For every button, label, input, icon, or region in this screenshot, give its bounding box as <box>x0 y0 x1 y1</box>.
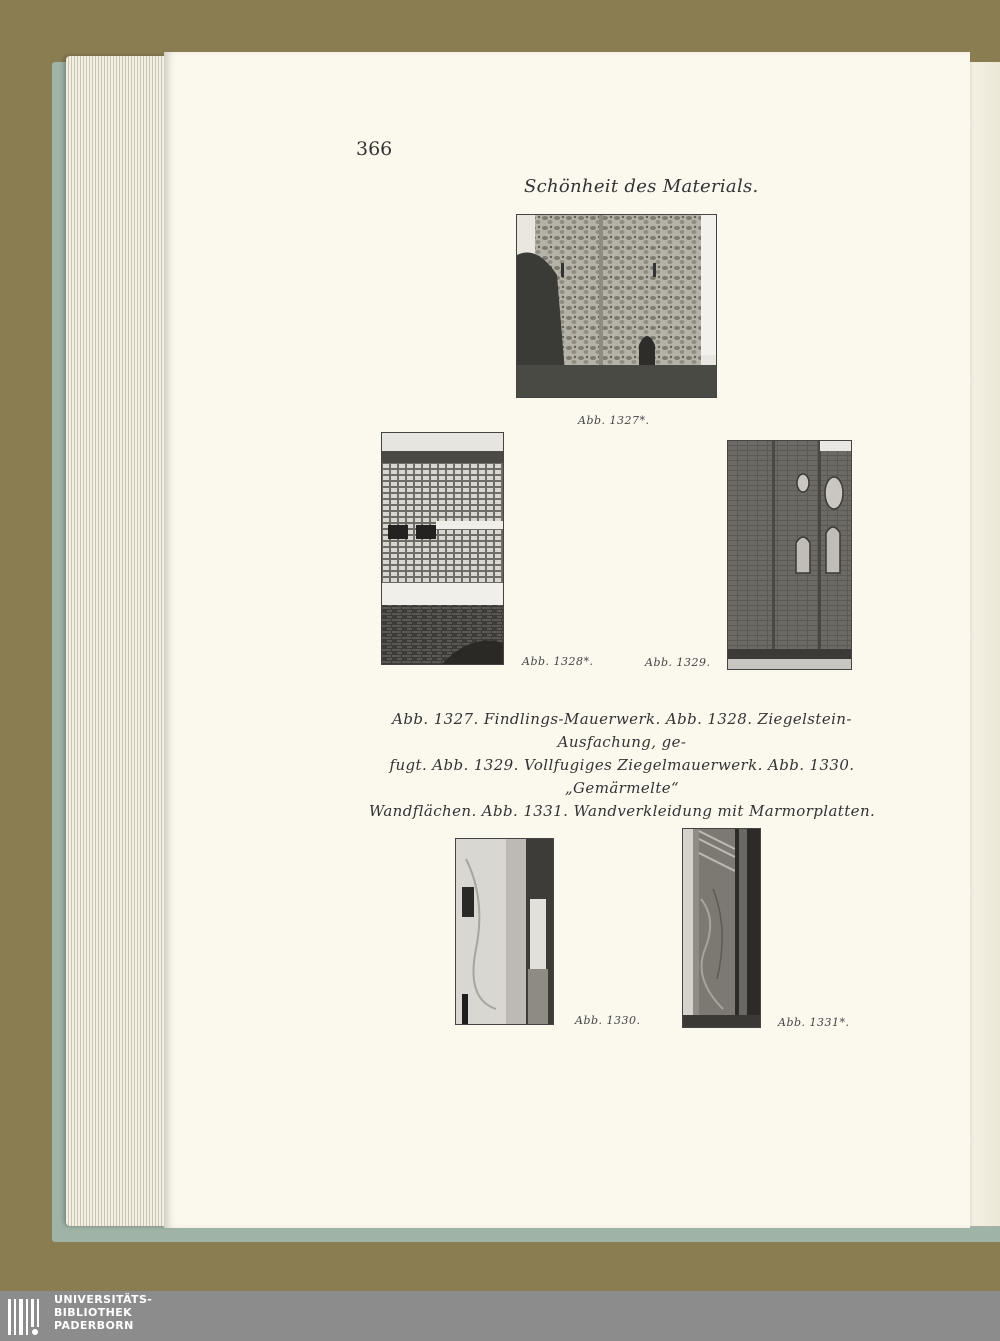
photo-1330-marbled-walls <box>455 838 554 1025</box>
photo-1331-marble-cladding <box>682 828 761 1028</box>
photo-1329-brick-wall <box>727 440 852 670</box>
library-barcode-logo-icon <box>8 1297 46 1337</box>
caption-line: fugt. Abb. 1329. Vollfugiges Ziegelmauerwerk. Abb. 1330. „Gemärmelte“ <box>389 756 855 797</box>
caption-line: Abb. 1327. Findlings-Mauerwerk. Abb. 1328. Ziegelstein-Ausfachung, ge- <box>392 710 852 751</box>
library-name-line: BIBLIOTHEK <box>54 1306 133 1319</box>
figure-label-1330: Abb. 1330. <box>575 1014 641 1027</box>
photo-1328-brick-infill <box>381 432 504 665</box>
page-edges <box>66 56 178 1226</box>
library-name-line: PADERBORN <box>54 1319 134 1332</box>
running-header: Schönheit des Materials. <box>524 176 759 197</box>
figure-caption <box>352 708 892 823</box>
page-number: 366 <box>356 138 393 160</box>
figure-label-1327: Abb. 1327*. <box>578 414 650 427</box>
facing-page-edge <box>966 62 1000 1226</box>
library-name-line: UNIVERSITÄTS- <box>54 1293 153 1306</box>
caption-line: Wandflächen. Abb. 1331. Wandverkleidung mit Marmorplatten. <box>368 802 876 820</box>
figure-label-1331: Abb. 1331*. <box>778 1016 850 1029</box>
figure-label-1329: Abb. 1329. <box>645 656 711 669</box>
photo-1327-fieldstone-tower <box>516 214 717 398</box>
figure-label-1328: Abb. 1328*. <box>522 655 594 668</box>
